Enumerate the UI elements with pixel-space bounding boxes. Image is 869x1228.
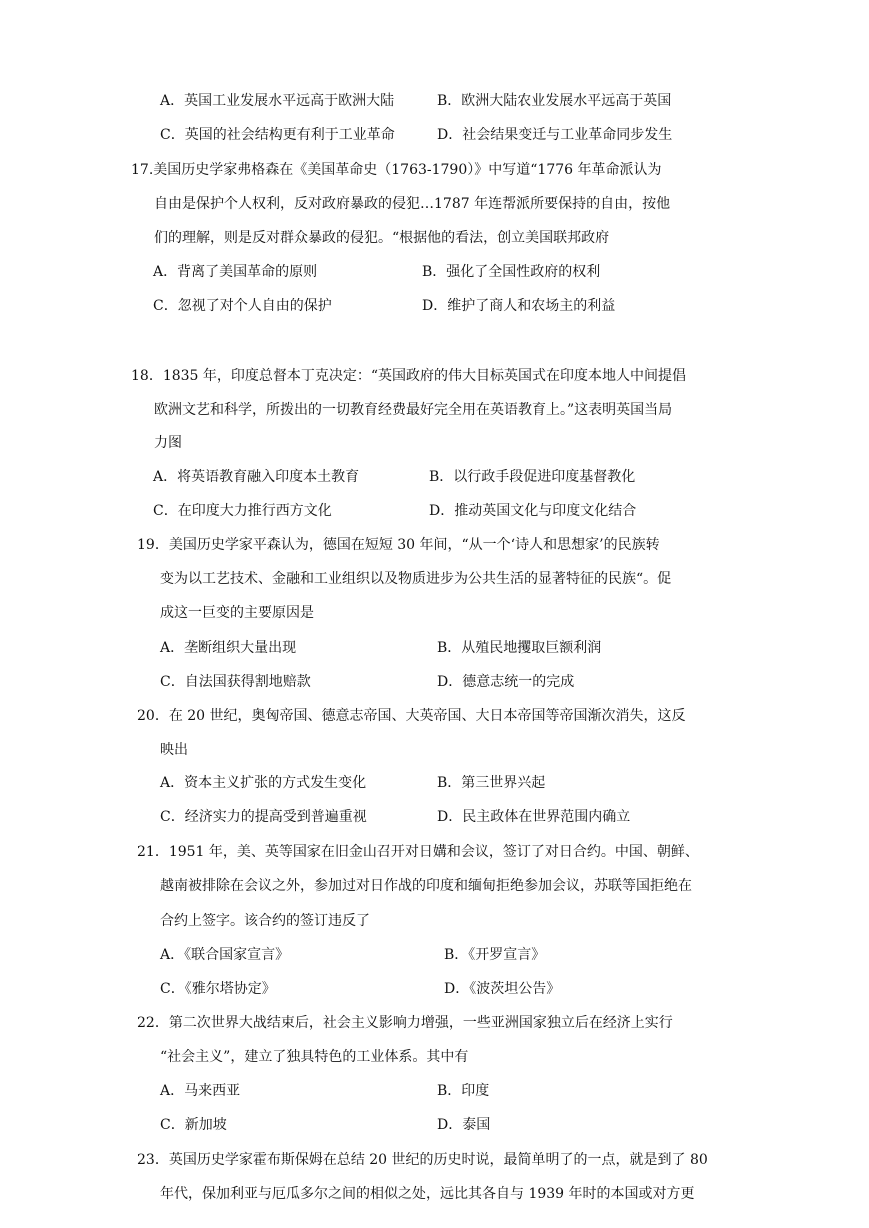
q22-option-d: D．泰国 (437, 1117, 491, 1133)
q17-stem-line-1: 17.美国历史学家弗格森在《美国革命史（1763-1790）》中写道“1776 年革命派认为 (131, 162, 662, 178)
q20-option-d: D．民主政体在世界范围内确立 (437, 809, 631, 825)
q17-stem-line-3: 们的理解，则是反对群众暴政的侵犯。“根据他的看法，创立美国联邦政府 (154, 230, 610, 246)
q22-stem-line-2: “社会主义”，建立了独具特色的工业体系。其中有 (160, 1049, 469, 1065)
q17-option-c: C．忽视了对个人自由的保护 (153, 298, 332, 314)
q23-stem-line-1: 23．英国历史学家霍布斯保姆在总结 20 世纪的历史时说，最简单明了的一点，就是到了 80 (137, 1152, 708, 1168)
q18-stem-line-1: 18．1835 年，印度总督本丁克决定：“英国政府的伟大目标英国式在印度本地人中间提倡 (131, 368, 687, 384)
q21-option-a: A．《联合国家宣言》 (160, 947, 290, 963)
q18-stem-line-2: 欧洲文艺和科学，所拨出的一切教育经费最好完全用在英语教育上。”这表明英国当局 (154, 402, 673, 418)
q21-stem-line-1: 21．1951 年，美、英等国家在旧金山召开对日媾和会议，签订了对日合约。中国、朝鲜、 (137, 844, 699, 860)
q17-option-a: A．背离了美国革命的原则 (153, 264, 318, 280)
q20-option-b: B．第三世界兴起 (437, 775, 546, 791)
q22-option-b: B．印度 (437, 1083, 490, 1099)
q20-option-a: A．资本主义扩张的方式发生变化 (160, 775, 367, 791)
q16-option-c: C．英国的社会结构更有利于工业革命 (160, 127, 395, 143)
q19-stem-line-2: 变为以工艺技术、金融和工业组织以及物质进步为公共生活的显著特征的民族“。促 (160, 571, 672, 587)
q20-stem-line-2: 映出 (160, 742, 188, 758)
q18-stem-line-3: 力图 (154, 435, 182, 451)
q19-option-c: C．自法国获得割地赔款 (160, 674, 311, 690)
q20-stem-line-1: 20．在 20 世纪，奥匈帝国、德意志帝国、大英帝国、大日本帝国等帝国渐次消失，这反 (137, 708, 686, 724)
q18-option-a: A．将英语教育融入印度本土教育 (153, 469, 360, 485)
q21-option-d: D．《波茨坦公告》 (444, 981, 561, 997)
q22-option-a: A．马来西亚 (160, 1083, 241, 1099)
q17-option-d: D．维护了商人和农场主的利益 (422, 298, 616, 314)
q19-option-b: B．从殖民地攫取巨额利润 (437, 640, 602, 656)
q16-option-a: A．英国工业发展水平远高于欧洲大陆 (160, 93, 395, 109)
q23-stem-line-2: 年代，保加利亚与厄瓜多尔之间的相似之处，远比其各自与 1939 年时的本国或对方更 (160, 1186, 695, 1202)
q22-stem-line-1: 22．第二次世界大战结束后，社会主义影响力增强，一些亚洲国家独立后在经济上实行 (137, 1015, 673, 1031)
q19-stem-line-3: 成这一巨变的主要原因是 (160, 605, 314, 621)
q19-option-d: D．德意志统一的完成 (437, 674, 575, 690)
q21-stem-line-2: 越南被排除在会议之外，参加过对日作战的印度和缅甸拒绝参加会议，苏联等国拒绝在 (160, 878, 692, 894)
q18-option-c: C．在印度大力推行西方文化 (153, 503, 332, 519)
q21-stem-line-3: 合约上签字。该合约的签订违反了 (160, 913, 370, 929)
q19-option-a: A．垄断组织大量出现 (160, 640, 297, 656)
q22-option-c: C．新加坡 (160, 1117, 227, 1133)
q20-option-c: C．经济实力的提高受到普遍重视 (160, 809, 367, 825)
q21-option-c: C．《雅尔塔协定》 (160, 981, 276, 997)
q17-stem-line-2: 自由是保护个人权利，反对政府暴政的侵犯…1787 年连帮派所要保持的自由，按他 (154, 196, 671, 212)
q16-option-b: B．欧洲大陆农业发展水平远高于英国 (437, 93, 672, 109)
q17-option-b: B．强化了全国性政府的权利 (422, 264, 601, 280)
q16-option-d: D．社会结果变迁与工业革命同步发生 (437, 127, 673, 143)
q18-option-d: D．推动英国文化与印度文化结合 (429, 503, 637, 519)
q18-option-b: B．以行政手段促进印度基督教化 (429, 469, 636, 485)
q19-stem-line-1: 19．美国历史学家平森认为，德国在短短 30 年间，“从一个‘诗人和思想家’的民族转 (137, 537, 660, 553)
q21-option-b: B．《开罗宣言》 (444, 947, 546, 963)
